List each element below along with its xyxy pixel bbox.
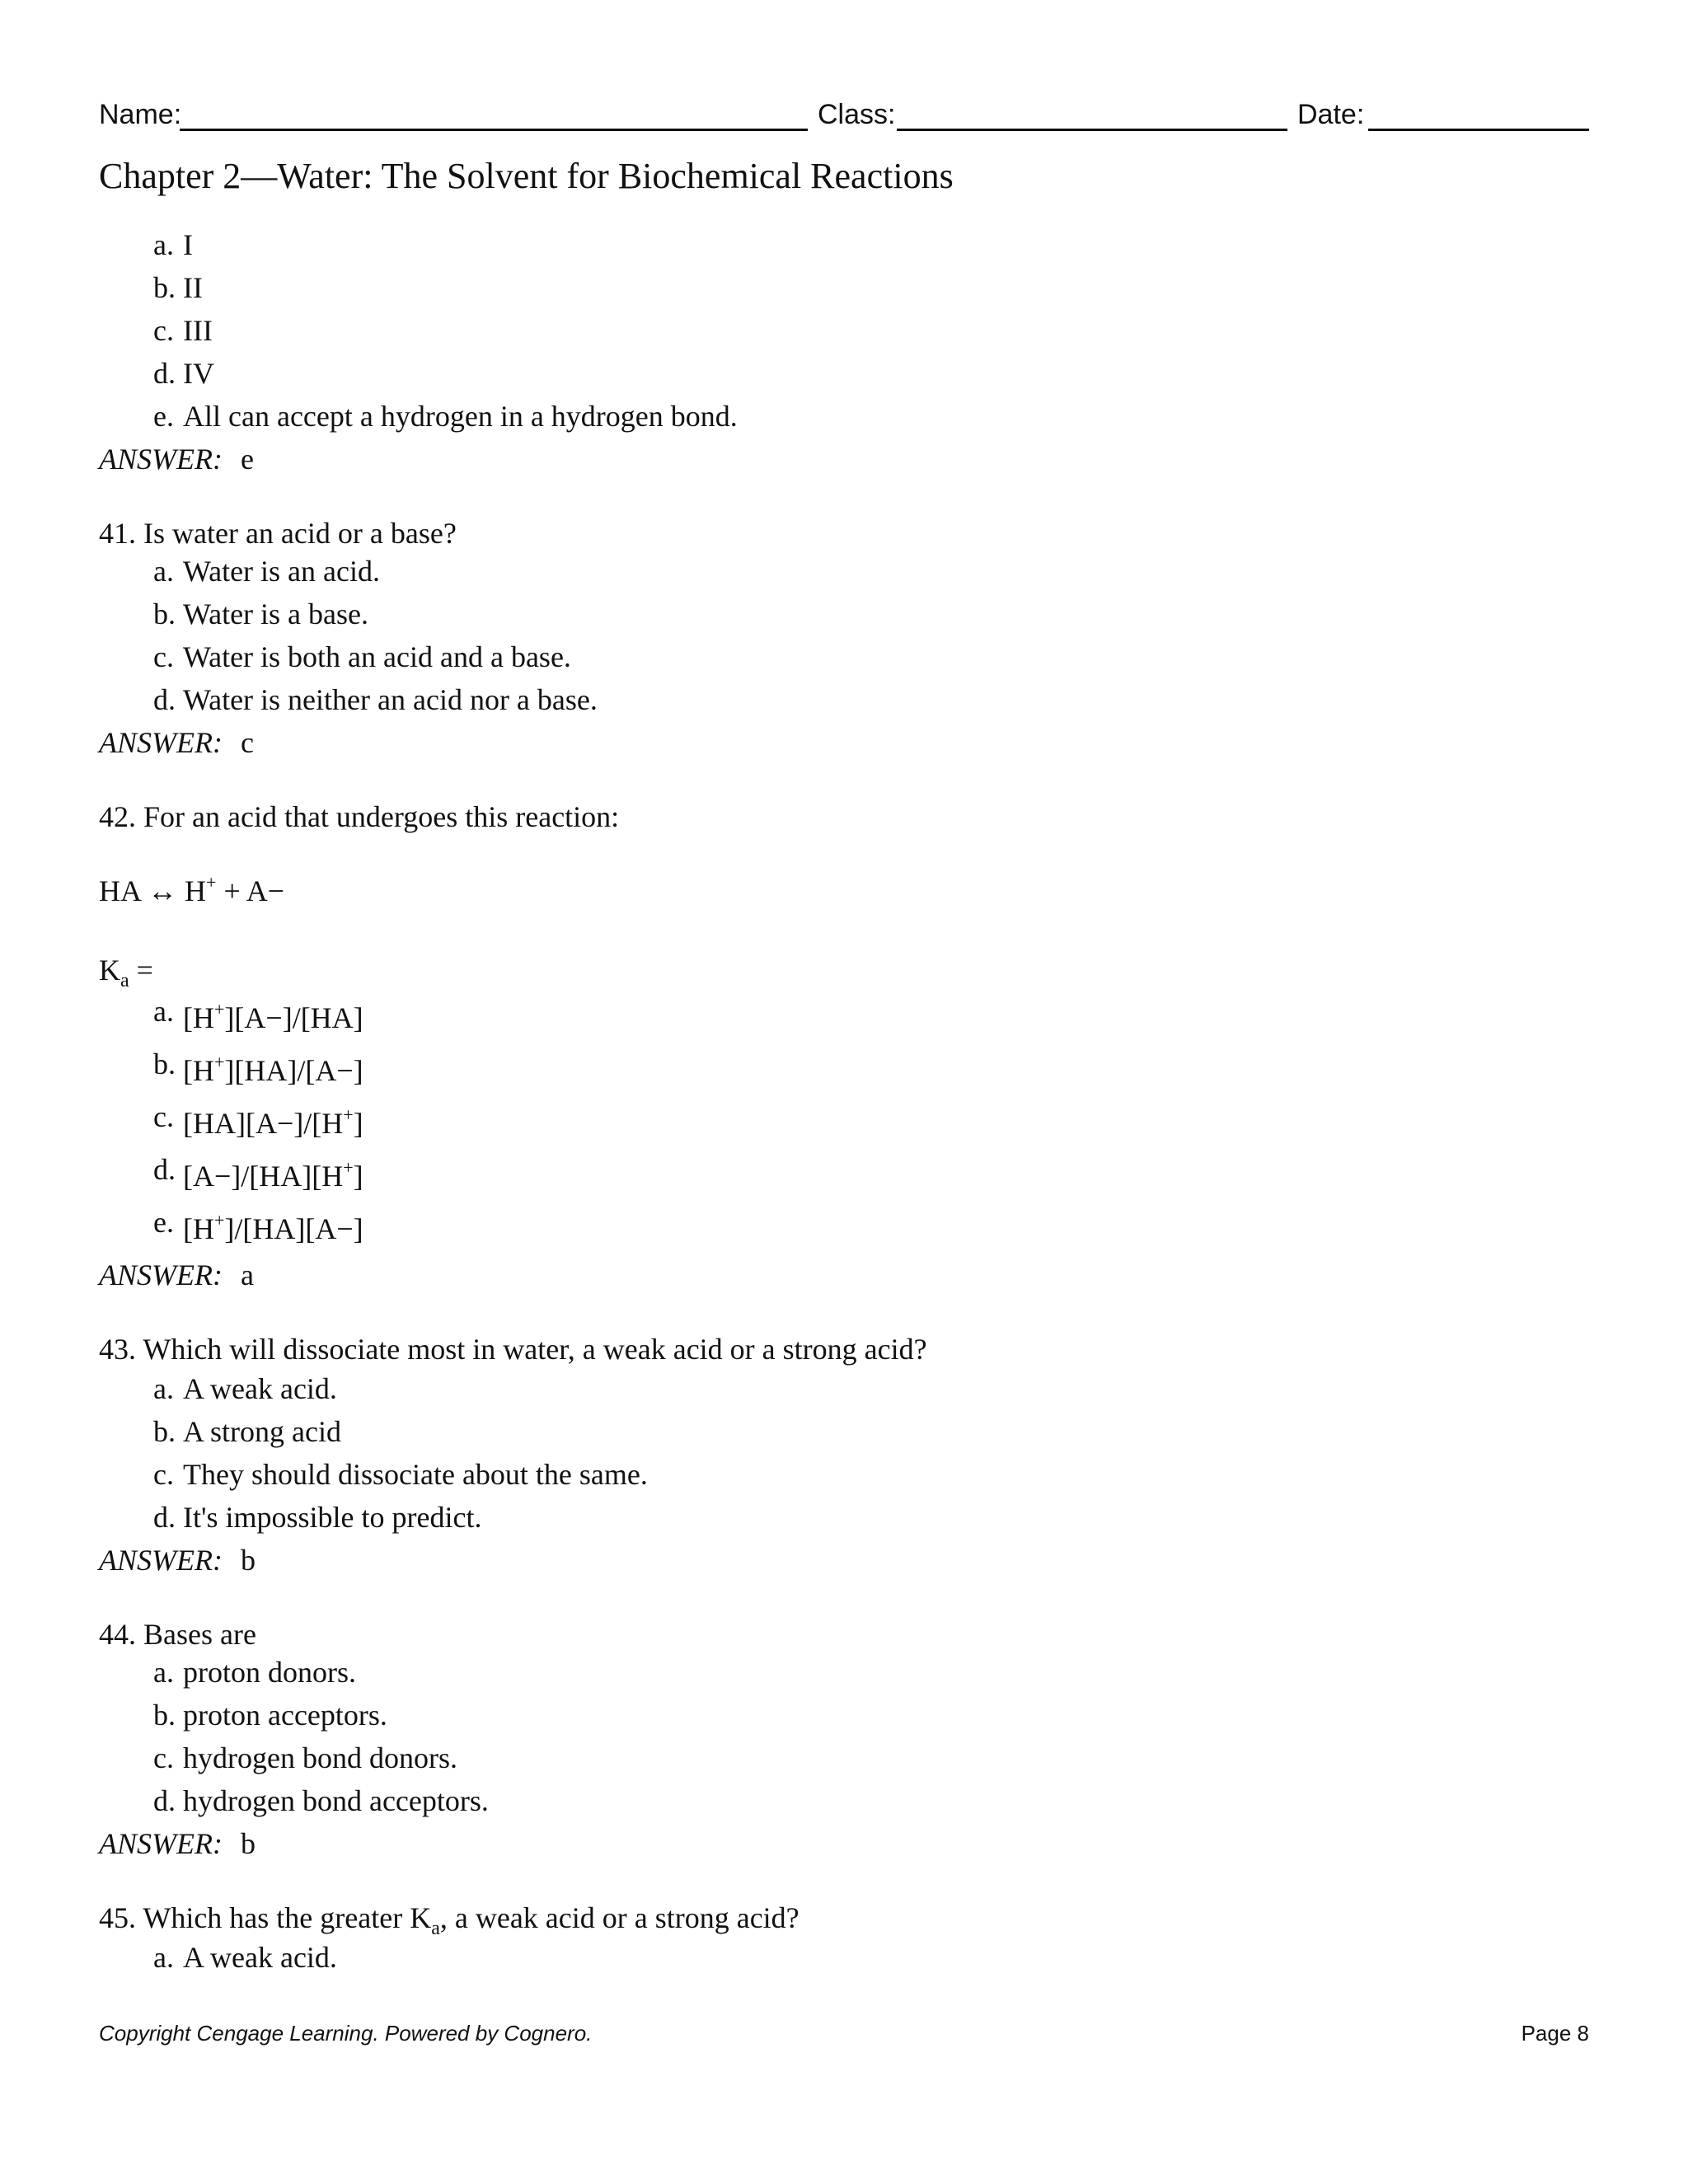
option-text: hydrogen bond donors. [183, 1741, 457, 1774]
option-letter: a. [153, 228, 174, 261]
option-text: I [183, 228, 193, 261]
header-fields [99, 94, 1589, 135]
option-letter: b. [153, 598, 176, 630]
ka-equals: = [129, 954, 153, 987]
formula-part: ][HA]/[A−] [224, 1054, 363, 1087]
copyright-footer: Copyright Cengage Learning. Powered by Cognero. [99, 2021, 593, 2046]
option-letter: d. [153, 1153, 176, 1186]
option-letter: c. [153, 1458, 174, 1491]
formula-part: ] [353, 1160, 363, 1193]
answer-label: ANSWER: [99, 443, 223, 476]
option-text [183, 1001, 363, 1035]
answer-value: e [240, 443, 254, 476]
date-label: Date: [1297, 99, 1365, 130]
answer-label: ANSWER: [99, 1827, 223, 1860]
option-text: hydrogen bond acceptors. [183, 1784, 489, 1817]
formula-superscript: + [343, 1157, 354, 1178]
answer-label: ANSWER: [99, 1258, 223, 1291]
question-stem: 44. Bases are [99, 1618, 256, 1651]
formula-superscript: + [214, 1052, 225, 1072]
option-letter: c. [153, 1100, 174, 1133]
option-letter: d. [153, 357, 176, 390]
ka-subscript: a [431, 1918, 440, 1940]
formula-part: [H [183, 1212, 214, 1245]
option-letter: b. [153, 1047, 176, 1080]
question-stem: 42. For an acid that undergoes this reaction: [99, 800, 620, 833]
option-letter: d. [153, 1784, 176, 1817]
formula-part: [H [183, 1054, 214, 1087]
chapter-title: Chapter 2—Water: The Solvent for Biochemical Reactions [99, 156, 954, 196]
option-text [183, 1053, 363, 1088]
formula-part: [H [183, 1001, 214, 1034]
formula-part: ] [353, 1107, 363, 1140]
formula-part: ]/[HA][A−] [224, 1212, 363, 1245]
class-label: Class: [818, 99, 896, 130]
class-field-line[interactable] [897, 129, 1287, 131]
option-text: Water is neither an acid nor a base. [183, 683, 598, 716]
formula-superscript: + [343, 1104, 354, 1125]
option-text: They should dissociate about the same. [183, 1458, 648, 1491]
ka-symbol: K [99, 954, 120, 987]
option-letter: e. [153, 1206, 174, 1239]
option-text: proton donors. [183, 1656, 356, 1689]
answer-value: b [240, 1544, 256, 1577]
formula-superscript: + [214, 999, 225, 1019]
option-letter: b. [153, 271, 176, 304]
option-text: A weak acid. [183, 1372, 337, 1405]
answer-line [99, 725, 254, 760]
option-letter: d. [153, 1501, 176, 1534]
option-text: A weak acid. [183, 1941, 337, 1974]
answer-line [99, 442, 254, 476]
option-letter: b. [153, 1415, 176, 1448]
option-letter: b. [153, 1699, 176, 1732]
formula-superscript: + [214, 1210, 225, 1230]
reaction-superscript: + [206, 872, 217, 893]
option-letter: e. [153, 400, 174, 433]
option-letter: c. [153, 314, 174, 347]
formula-part: [HA][A−]/[H [183, 1107, 344, 1140]
name-field-line[interactable] [180, 129, 808, 131]
question-stem: 41. Is water an acid or a base? [99, 517, 457, 550]
option-letter: a. [153, 1941, 174, 1974]
answer-label: ANSWER: [99, 1544, 223, 1577]
date-field-line[interactable] [1368, 129, 1589, 131]
option-text: Water is an acid. [183, 555, 380, 588]
option-letter: c. [153, 640, 174, 673]
answer-value: a [240, 1258, 254, 1291]
option-letter: a. [153, 1656, 174, 1689]
answer-line [99, 1258, 254, 1292]
option-text [183, 1159, 363, 1193]
option-text: proton acceptors. [183, 1699, 387, 1732]
option-text: III [183, 314, 213, 347]
option-letter: c. [153, 1741, 174, 1774]
name-label: Name: [99, 99, 182, 130]
option-text: All can accept a hydrogen in a hydrogen bond. [183, 400, 738, 433]
reaction-left: HA ↔ H [99, 874, 207, 907]
ka-subscript: a [120, 970, 129, 992]
option-text: Water is both an acid and a base. [183, 640, 571, 673]
option-text [183, 1106, 363, 1141]
answer-value: b [240, 1827, 256, 1860]
page-number: Page 8 [1521, 2021, 1589, 2046]
option-letter: a. [153, 995, 174, 1028]
stem-part: 45. Which has the greater K [99, 1901, 432, 1934]
option-text: Water is a base. [183, 598, 368, 630]
option-letter: a. [153, 555, 174, 588]
formula-part: [A−]/[HA][H [183, 1160, 344, 1193]
answer-line [99, 1826, 256, 1861]
answer-value: c [240, 726, 254, 759]
option-text: IV [183, 357, 214, 390]
question-stem: 43. Which will dissociate most in water, a weak acid or a strong acid? [99, 1333, 927, 1366]
option-text: II [183, 271, 203, 304]
option-text [183, 1212, 363, 1246]
reaction-equation [99, 874, 284, 908]
option-letter: d. [153, 683, 176, 716]
option-letter: a. [153, 1372, 174, 1405]
answer-line [99, 1543, 256, 1577]
ka-expression [99, 953, 153, 992]
reaction-right: + A− [216, 874, 285, 907]
question-stem [99, 1900, 799, 1940]
option-text: It's impossible to predict. [183, 1501, 482, 1534]
answer-label: ANSWER: [99, 726, 223, 759]
option-text: A strong acid [183, 1415, 341, 1448]
formula-part: ][A−]/[HA] [224, 1001, 363, 1034]
stem-part: , a weak acid or a strong acid? [439, 1901, 799, 1934]
